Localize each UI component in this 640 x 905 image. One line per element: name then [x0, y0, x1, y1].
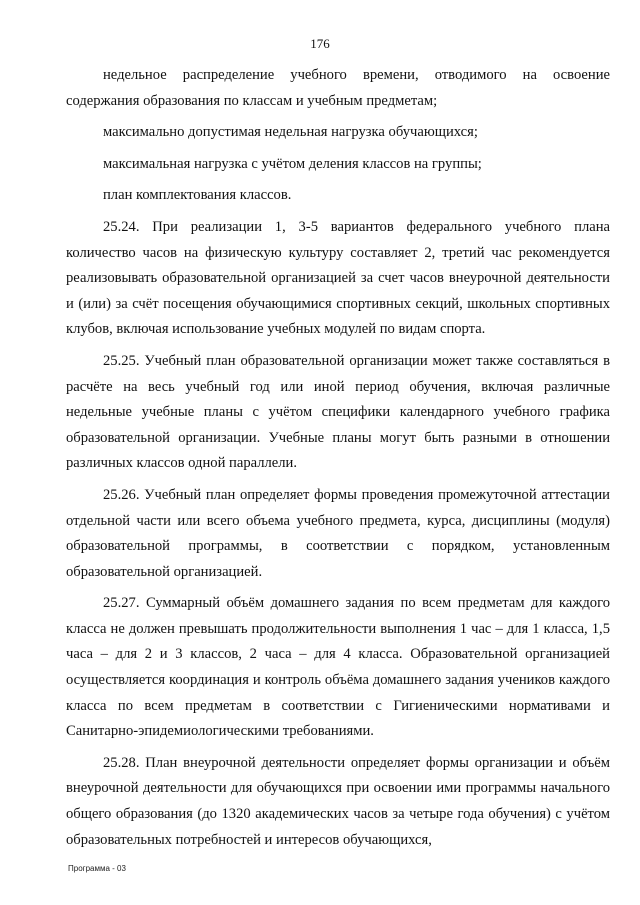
paragraph-25-28: 25.28. План внеурочной деятельности определяет формы организации и объём внеурочной деятельности для обучающихся при освоении ими программы начального общего образования (до 1320 академических часов за четыре года обучения) с учётом образовательных потребностей и интересов обучающихся,: [66, 754, 610, 848]
paragraph-weekly-distribution: недельное распределение учебного времени, отводимого на освоение содержания образования по классам и учебным предметам;: [66, 67, 610, 109]
list-item-group-load: максимальная нагрузка с учётом деления классов на группы;: [103, 155, 482, 172]
paragraph-25-27: 25.27. Суммарный объём домашнего задания по всем предметам для каждого класса не должен превышать продолжительности выполнения 1 час – для 1 класса, 1,5 часа – для 2 и 3 классов, 2 часа – для 4 класса. Образовательной организацией осуществляется координация и контроль объёма домашнего задания учеников каждого класса по всем предметам в соответствии с Гигиеническими нормативами и Санитарно-эпидемиологическими требованиями.: [66, 595, 610, 740]
page-footer: Программа - 03: [68, 864, 126, 873]
document-body: [66, 63, 610, 853]
list-item-class-plan: план комплектования классов.: [103, 187, 292, 204]
paragraph-25-26: 25.26. Учебный план определяет формы проведения промежуточной аттестации отдельной части или всего объема учебного предмета, курса, дисциплины (модуля) образовательной программы, в соответствии с порядком, установленным образовательной организацией.: [66, 486, 610, 580]
page-number: 176: [310, 36, 330, 51]
paragraph-25-24: 25.24. При реализации 1, 3-5 вариантов федерального учебного плана количество часов на физическую культуру составляет 2, третий час рекомендуется реализовывать образовательной организацией за счет часов внеурочной деятельности и (или) за счёт посещения обучающимися спортивных секций, школьных спортивных клубов, включая использование учебных модулей по видам спорта.: [66, 218, 610, 338]
list-item-max-load: максимально допустимая недельная нагрузка обучающихся;: [103, 124, 478, 141]
paragraph-25-25: 25.25. Учебный план образовательной организации может также составляться в расчёте на весь учебный год или иной период обучения, включая различные недельные учебные планы с учётом специфики календарного учебного графика образовательной организации. Учебные планы могут быть разными в отношении различных классов одной параллели.: [66, 352, 610, 472]
